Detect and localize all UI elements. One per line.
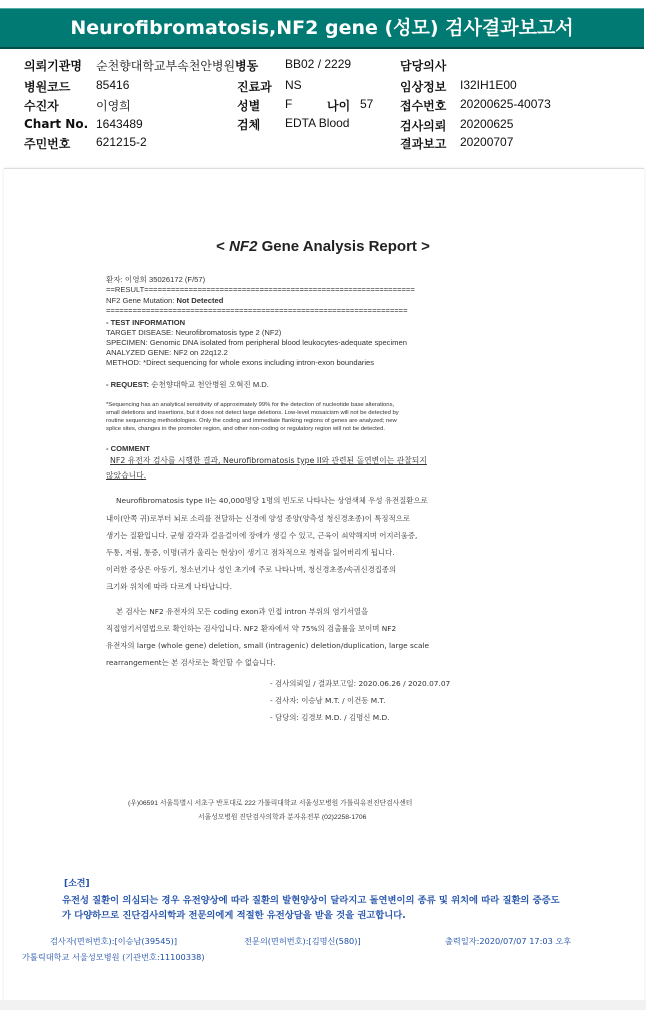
result-separator: ==RESULT=============================================================	[106, 285, 415, 294]
paragraph2-line1: 본 검사는 NF2 유전자의 모든 coding exon과 인접 intron 부위의 염기서열을	[116, 607, 369, 616]
test-info-heading: - TEST INFORMATION	[106, 318, 186, 327]
paragraph1-line3: 생기는 질환입니다. 균형 감각과 걸음걸이에 장애가 생길 수 있고, 근육이 쇠약해지며 어지러움증,	[106, 531, 418, 540]
comment-heading: - COMMENT	[106, 444, 150, 453]
opinion-heading: [소견]	[64, 879, 90, 889]
note-line-4: splice sites, changes in the promoter region, and other non-coding or regulatory region will not be detected.	[106, 426, 385, 432]
bottom-frame	[0, 1000, 646, 1010]
opinion-text	[62, 893, 582, 923]
paragraph1-line2: 내이(안쪽 귀)로부터 뇌로 소리를 전달하는 신경에 양성 종양(양측성 청신경초종)이 특징적으로	[106, 514, 410, 523]
address-line-2: 서울성모병원 진단검사의학과 분자유전부 (02)2258-1706	[198, 814, 367, 821]
specimen-line: SPECIMEN: Genomic DNA isolated from peripheral blood leukocytes-adequate specimen	[106, 338, 407, 347]
analysis-report-title: < NF2 Gene Analysis Report >	[216, 238, 430, 255]
address-line-1: (우)06591 서울특별시 서초구 반포대로 222 가톨릭대학교 서울성모병원 가톨릭유전진단검사센터	[128, 800, 413, 807]
paragraph2-line3: 유전자의 large (whole gene) deletion, small (intragenic) deletion/duplication, large scale	[106, 641, 430, 650]
target-disease: TARGET DISEASE: Neurofibromatosis type 2 (NF2)	[106, 328, 282, 337]
paragraph2-line4: rearrangement는 본 검사로는 확인할 수 없습니다.	[106, 658, 276, 667]
footer-institution: 가톨릭대학교 서울성모병원 (기관번호:11100338)	[22, 952, 205, 962]
note-line-2: small deletions and insertions, but it does not detect large deletions. Low-level mosaicism will not be detected by	[106, 410, 399, 416]
doctor-line: - 담당의: 김경보 M.D. / 김명신 M.D.	[270, 713, 390, 722]
comment-line-2: 않았습니다.	[106, 471, 147, 480]
note-line-1: *Sequencing has an analytical sensitivity of approximately 99% for the detection of nucleotide base alterations,	[106, 402, 395, 408]
comment-line-1: NF2 유전자 검사를 시행한 결과, Neurofibromatosis type II와 관련된 돌연변이는 관찰되지	[110, 456, 427, 465]
footer-specialist: 전문의(면허번호):[김명신(580)]	[244, 936, 361, 946]
paragraph1-line4: 두통, 저림, 통증, 이명(귀가 울리는 현상)이 생기고 점차적으로 청력을 잃어버리게 됩니다.	[106, 548, 395, 557]
patient-line: 환자: 이영희 35026172 (F/57)	[106, 275, 206, 284]
paragraph2-line2: 직접염기서열법으로 확인하는 검사입니다. NF2 환자에서 약 75%의 검출률을 보이며 NF2	[106, 624, 397, 633]
date-line: - 검사의뢰일 / 결과보고일: 2020.06.26 / 2020.07.07	[270, 679, 451, 688]
footer-print-date: 출력일자:2020/07/07 17:03 오후	[445, 936, 572, 946]
footer-tester: 검사자(면허번호):[이승남(39545)]	[50, 936, 178, 946]
tester-line: - 검사자: 이승남 M.T. / 이건동 M.T.	[270, 696, 386, 705]
paragraph1-line1: Neurofibromatosis type II는 40,000명당 1명의 빈도로 나타나는 상염색체 우성 유전질환으로	[116, 496, 428, 505]
method-line: METHOD: *Direct sequencing for whole exons including intron-exon boundaries	[106, 358, 375, 367]
opinion-line-1: 유전성 질환이 의심되는 경우 유전양상에 따라 질환의 발현양상이 달라지고 돌연변이의 종류 및 위치에 따라 질환의 중증도	[62, 895, 560, 906]
paragraph1-line6: 크기와 위치에 따라 다르게 나타납니다.	[106, 582, 232, 591]
opinion-line-2: 가 다양하므로 진단검사의학과 전문의에게 적절한 유전상담을 받을 것을 권고합니다.	[62, 910, 406, 921]
eq-separator: ====================================================================	[106, 306, 408, 315]
mutation-line: NF2 Gene Mutation: Not Detected	[106, 296, 224, 305]
mutation-result: Not Detected	[176, 296, 224, 305]
report-title-bar	[0, 8, 644, 49]
analyzed-gene: ANALYZED GENE: NF2 on 22q12.2	[106, 348, 228, 357]
note-line-3: routine sequencing methodologies. Only the coding and immediate flanking regions of genes are analyzed; new	[106, 418, 397, 424]
report-title: Neurofibromatosis,NF2 gene (성모) 검사결과보고서	[70, 17, 574, 39]
request-line: - REQUEST: 순천향대학교 천안병원 오혁진 M.D.	[106, 380, 269, 389]
paragraph1-line5: 이러한 증상은 아동기, 청소년기나 성인 초기에 주로 나타나며, 청신경초종/속귀신경집종의	[106, 565, 397, 574]
